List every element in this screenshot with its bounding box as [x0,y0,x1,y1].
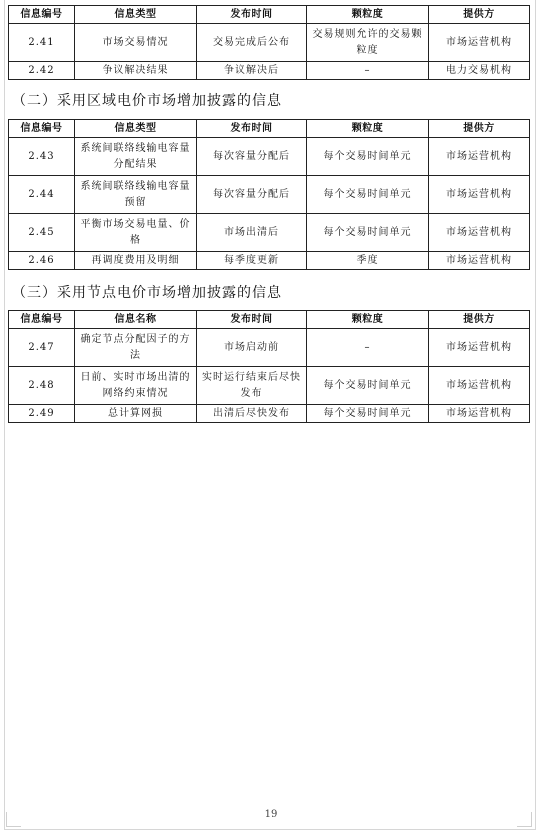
header-cell: 提供方 [429,311,530,329]
table-cell: 市场运营机构 [429,138,530,176]
table-cell: 市场运营机构 [429,252,530,270]
header-cell: 信息类型 [75,120,197,138]
table-cell: 市场出清后 [197,214,307,252]
section-heading-nodal-price: （三）采用节点电价市场增加披露的信息 [12,285,282,301]
disclosure-table-general [8,5,530,80]
header-cell: 颗粒度 [307,120,429,138]
table-cell: 每个交易时间单元 [307,367,429,405]
table-row [9,252,530,270]
table-cell: 每次容量分配后 [197,138,307,176]
table-cell: 市场交易情况 [75,24,197,62]
table-cell: 2.48 [9,367,75,405]
table-cell: 争议解决结果 [75,62,197,80]
table-cell: 市场启动前 [197,329,307,367]
table-cell: 出清后尽快发布 [197,405,307,423]
header-cell: 发布时间 [197,120,307,138]
header-cell: 提供方 [429,120,530,138]
table-row [9,367,530,405]
table-row [9,405,530,423]
table-cell: 市场运营机构 [429,24,530,62]
table-cell: 市场运营机构 [429,176,530,214]
table-cell: 总计算网损 [75,405,197,423]
table-cell: 系统间联络线输电容量分配结果 [75,138,197,176]
table-cell: – [307,329,429,367]
table-cell: 每次容量分配后 [197,176,307,214]
table-cell: 2.44 [9,176,75,214]
table-cell: 电力交易机构 [429,62,530,80]
section-heading-regional-price: （二）采用区域电价市场增加披露的信息 [12,93,282,109]
table-cell: 交易规则允许的交易颗粒度 [307,24,429,62]
table-cell: 每季度更新 [197,252,307,270]
table-row [9,214,530,252]
table-cell: 市场运营机构 [429,405,530,423]
table-cell: 每个交易时间单元 [307,138,429,176]
header-cell: 信息编号 [9,6,75,24]
page-number: 19 [264,809,278,820]
table-cell: 2.45 [9,214,75,252]
table-row [9,62,530,80]
header-cell: 颗粒度 [307,6,429,24]
header-cell: 信息编号 [9,120,75,138]
header-cell: 信息编号 [9,311,75,329]
table-row [9,138,530,176]
table-cell: 每个交易时间单元 [307,405,429,423]
header-cell: 发布时间 [197,6,307,24]
table-cell: 市场运营机构 [429,214,530,252]
header-cell: 提供方 [429,6,530,24]
table-cell: 市场运营机构 [429,329,530,367]
table-cell: 日前、实时市场出清的网络约束情况 [75,367,197,405]
table-cell: 2.49 [9,405,75,423]
disclosure-table-nodal-price [8,310,530,423]
table-cell: 季度 [307,252,429,270]
table-cell: 2.42 [9,62,75,80]
table-cell: 2.41 [9,24,75,62]
table-cell: 市场运营机构 [429,367,530,405]
table-row [9,176,530,214]
table-cell: 交易完成后公布 [197,24,307,62]
table-header-row [9,6,530,24]
header-cell: 信息类型 [75,6,197,24]
table-row [9,24,530,62]
table-header-row [9,311,530,329]
header-cell: 颗粒度 [307,311,429,329]
table-cell: 2.46 [9,252,75,270]
table-row [9,329,530,367]
table-cell: 平衡市场交易电量、价格 [75,214,197,252]
table-cell: 实时运行结束后尽快发布 [197,367,307,405]
header-cell: 发布时间 [197,311,307,329]
table-cell: 争议解决后 [197,62,307,80]
header-cell: 信息名称 [75,311,197,329]
table-cell: – [307,62,429,80]
table-cell: 确定节点分配因子的方法 [75,329,197,367]
table-cell: 每个交易时间单元 [307,176,429,214]
table-header-row [9,120,530,138]
table-cell: 2.47 [9,329,75,367]
table-cell: 2.43 [9,138,75,176]
table-cell: 每个交易时间单元 [307,214,429,252]
table-cell: 系统间联络线输电容量预留 [75,176,197,214]
table-cell: 再调度费用及明细 [75,252,197,270]
disclosure-table-regional-price [8,119,530,270]
